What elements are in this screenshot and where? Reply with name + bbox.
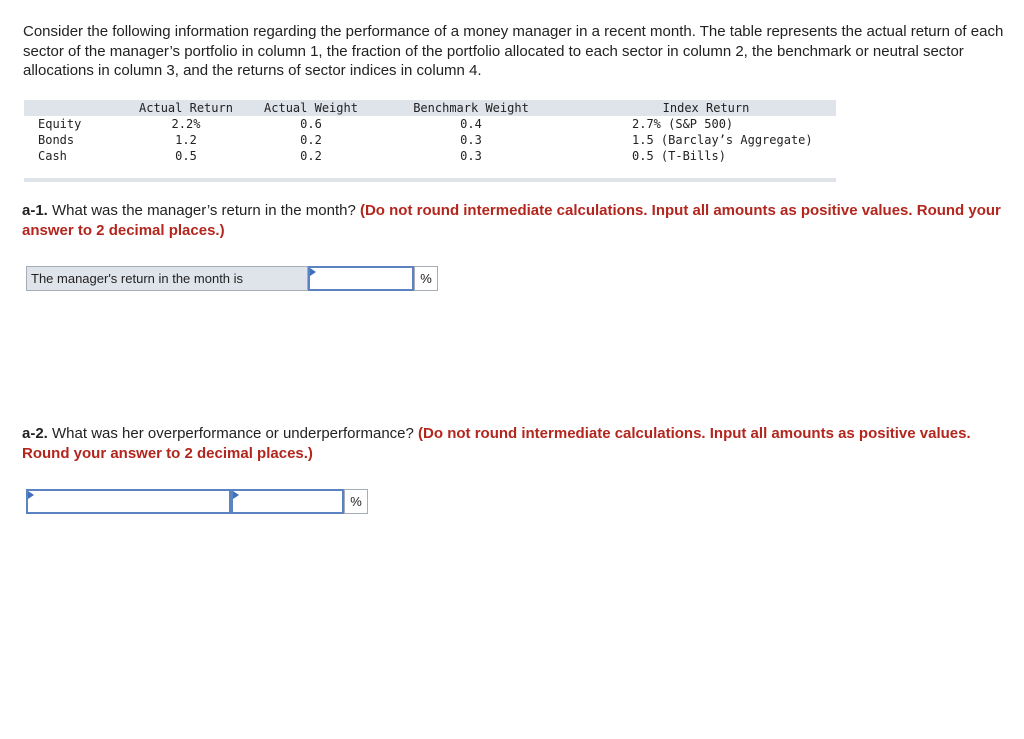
flag-icon [233,491,239,499]
table-spacer [24,164,836,178]
sector-name: Cash [38,149,67,163]
header-sector [24,100,116,116]
benchmark-weight: 0.3 [460,133,482,147]
problem-intro: Consider the following information regarding the performance of a money manager in a recent month. The table represents the actual return of each sector of the manager’s portfolio in column 1, the fraction of the portfolio allocated to each sector in column 2, the benchmark or neutral sector allocations in column 3, and the returns of sector indices in column 4. [23,23,1004,79]
actual-return: 0.5 [175,149,197,163]
performance-select[interactable] [26,489,231,514]
answer-label: The manager's return in the month is [26,266,308,291]
header-index-return: Index Return [576,100,836,116]
flag-icon [310,268,316,276]
question-instruction: (Do not round intermediate calculations. Input all amounts as positive values. Round your answer to 2 decimal places.) [22,202,1001,239]
sector-name: Equity [38,117,82,131]
answer-row-a1 [26,266,438,291]
benchmark-weight: 0.3 [460,149,482,163]
question-a1 [22,201,1012,240]
question-text: What was her overperformance or underperformance? [47,425,419,442]
question-text: What was the manager’s return in the month? [47,202,360,219]
index-return: 2.7% (S&P 500) [632,117,734,131]
table-row [24,132,836,148]
performance-input[interactable] [231,489,344,514]
table-bottom-bar [24,178,836,182]
header-actual-return: Actual Return [116,100,256,116]
index-return: 1.5 (Barclay’s Aggregate) [632,133,813,147]
actual-weight: 0.2 [300,133,322,147]
performance-select-field[interactable] [28,491,229,512]
actual-return: 2.2% [171,117,201,131]
performance-field[interactable] [233,491,342,512]
actual-return: 1.2 [175,133,197,147]
flag-icon [28,491,34,499]
header-actual-weight: Actual Weight [256,100,366,116]
question-number: a-2. [22,425,48,442]
index-return: 0.5 (T-Bills) [632,149,726,163]
question-number: a-1. [22,202,48,219]
sector-name: Bonds [38,133,75,147]
return-field[interactable] [310,268,412,289]
table-row [24,116,836,132]
question-a2 [22,424,1012,463]
benchmark-weight: 0.4 [460,117,482,131]
table-row [24,148,836,164]
return-input[interactable] [308,266,414,291]
actual-weight: 0.6 [300,117,322,131]
actual-weight: 0.2 [300,149,322,163]
percent-unit: % [344,489,368,514]
header-benchmark-weight: Benchmark Weight [366,100,576,116]
percent-unit: % [414,266,438,291]
answer-row-a2 [26,489,368,514]
table-header-row [24,100,836,116]
question-instruction: (Do not round intermediate calculations. Input all amounts as positive values. Round your answer to 2 decimal places.) [22,425,971,462]
performance-table [24,100,836,182]
